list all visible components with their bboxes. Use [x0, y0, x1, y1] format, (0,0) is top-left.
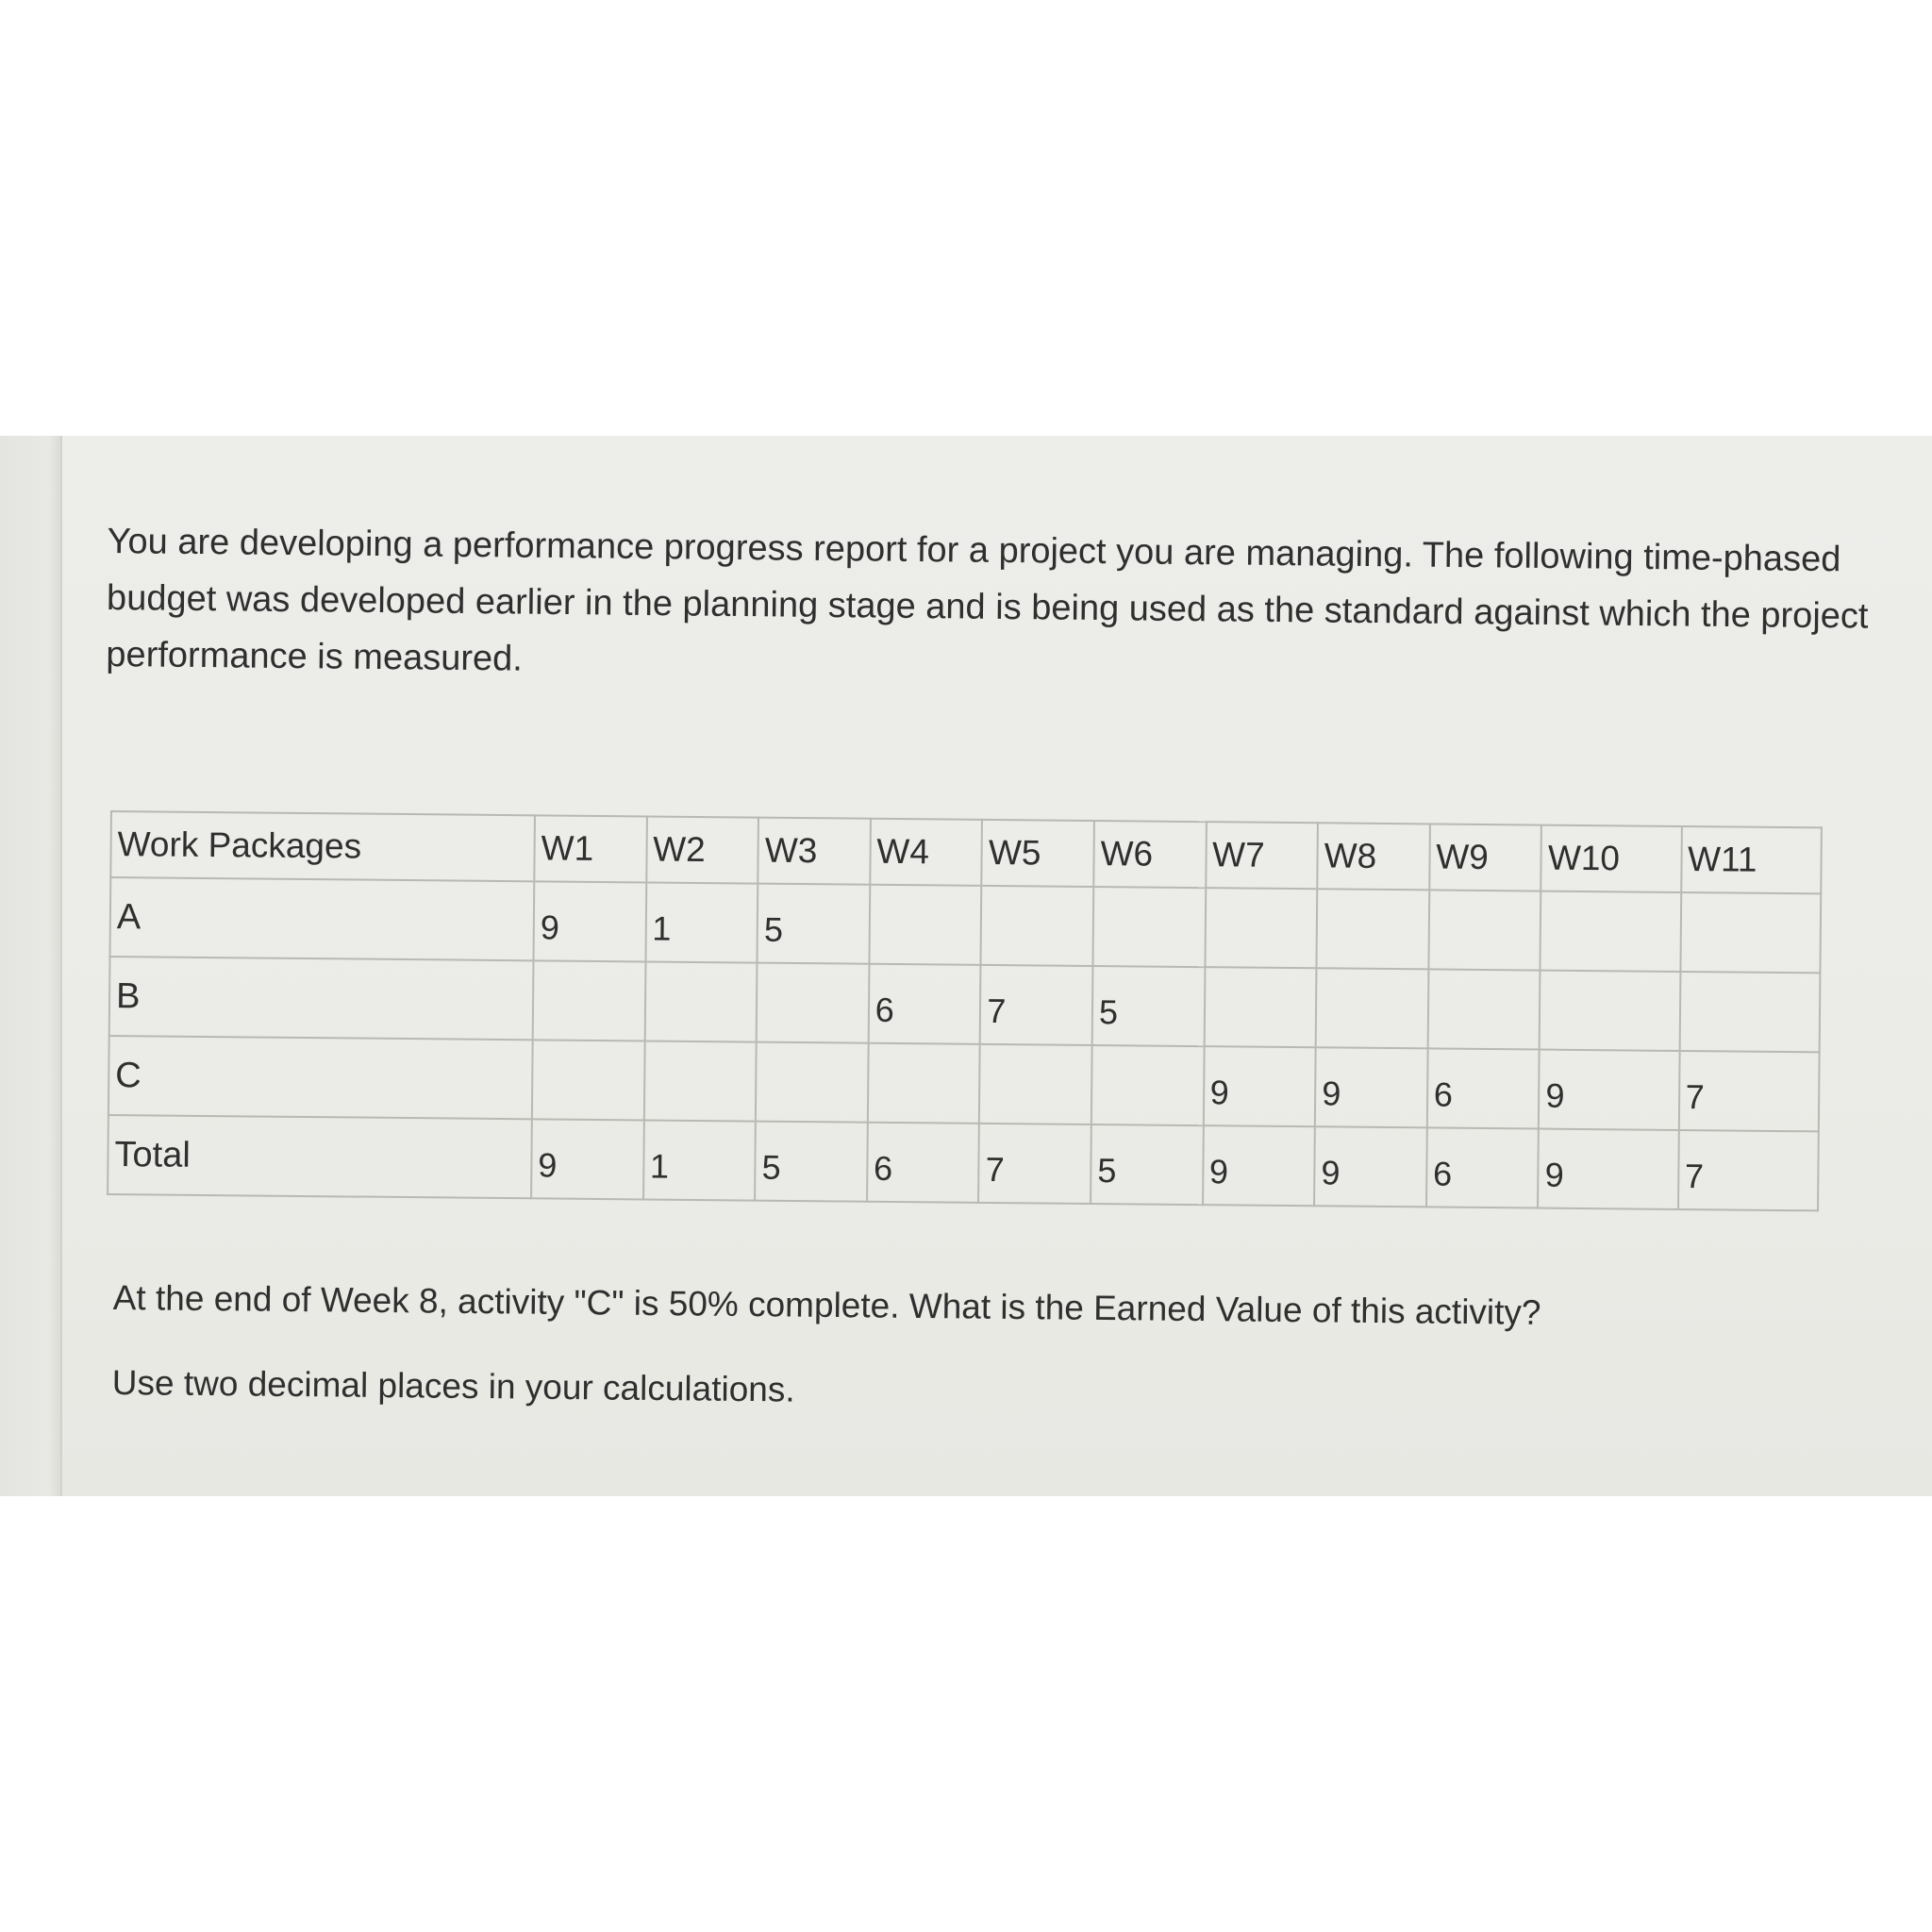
- table-cell: 9: [1203, 1125, 1315, 1206]
- table-cell: 7: [1678, 1051, 1819, 1131]
- question-block: [112, 1275, 1811, 1424]
- time-phased-budget-table: [107, 810, 1823, 1211]
- table-cell: 6: [1427, 1048, 1540, 1128]
- table-cell: 9: [1203, 1046, 1315, 1126]
- table-cell: [643, 1041, 756, 1121]
- row-label: A: [110, 877, 535, 960]
- problem-intro: You are developing a performance progress report for a project you are managing. The following time-phased budget was developed earlier in the planning stage and is being used as the standard against which the project performance is measured.: [106, 521, 1869, 679]
- table-cell: [1092, 887, 1205, 967]
- row-label: Total: [108, 1115, 532, 1198]
- table-cell: [1679, 972, 1820, 1052]
- table-cell: 6: [1426, 1127, 1539, 1208]
- table-cell: [1541, 891, 1681, 972]
- header-week: W8: [1317, 823, 1429, 890]
- table-cell: [868, 1043, 980, 1124]
- table-cell: [1428, 890, 1541, 970]
- table-cell: [757, 963, 869, 1043]
- screen-bezel-edge: [0, 436, 62, 1496]
- table-cell: [1205, 888, 1317, 968]
- table-cell: 1: [643, 1120, 756, 1200]
- table-cell: [1427, 969, 1540, 1049]
- header-week: W4: [870, 819, 982, 886]
- table-cell: 5: [1091, 1124, 1203, 1205]
- table-cell: [533, 960, 645, 1041]
- header-week: W6: [1093, 821, 1206, 888]
- header-week: W7: [1206, 822, 1318, 889]
- header-week: W5: [982, 820, 1094, 887]
- table-cell: 7: [1678, 1130, 1819, 1210]
- table-cell: 6: [868, 964, 980, 1044]
- table-cell: [1091, 1045, 1204, 1125]
- header-week: W1: [534, 815, 646, 882]
- table-cell: 6: [867, 1123, 979, 1203]
- table-cell: 5: [755, 1122, 867, 1202]
- table-cell: [1316, 968, 1428, 1048]
- table-cell: [756, 1042, 868, 1123]
- table-cell: 7: [980, 965, 1092, 1045]
- table-cell: 9: [1539, 1050, 1679, 1130]
- table-cell: [1680, 892, 1821, 973]
- table-cell: 9: [1315, 1047, 1427, 1127]
- table-row-total: [108, 1115, 1819, 1210]
- instruction-text: Use two decimal places in your calculations.: [111, 1362, 795, 1409]
- table-cell: [981, 886, 1093, 966]
- header-week: W9: [1429, 824, 1541, 891]
- table-cell: [1204, 967, 1316, 1047]
- photo-of-screen: [0, 436, 1932, 1496]
- question-text: At the end of Week 8, activity "C" is 50% complete. What is the Earned Value of this activity?: [112, 1277, 1541, 1332]
- table-cell: 9: [1538, 1129, 1678, 1209]
- table-cell: [869, 885, 981, 965]
- table-cell: [1317, 889, 1429, 969]
- table-cell: [979, 1044, 1091, 1124]
- table-cell: 9: [533, 881, 645, 961]
- header-week: W11: [1681, 826, 1822, 893]
- table-cell: 9: [531, 1119, 643, 1199]
- table-cell: [1540, 971, 1680, 1051]
- table-cell: 5: [758, 884, 870, 964]
- table-cell: 5: [1092, 966, 1205, 1046]
- header-week: W2: [646, 816, 758, 883]
- table-cell: 9: [1314, 1126, 1426, 1207]
- header-week: W3: [758, 818, 870, 885]
- row-label: B: [109, 957, 534, 1040]
- row-label: C: [108, 1036, 533, 1119]
- header-work-packages: Work Packages: [110, 811, 535, 881]
- table-cell: 7: [978, 1124, 1091, 1204]
- header-week: W10: [1541, 825, 1682, 892]
- table-cell: 1: [645, 882, 758, 962]
- table-cell: [644, 961, 757, 1041]
- table-cell: [532, 1040, 644, 1120]
